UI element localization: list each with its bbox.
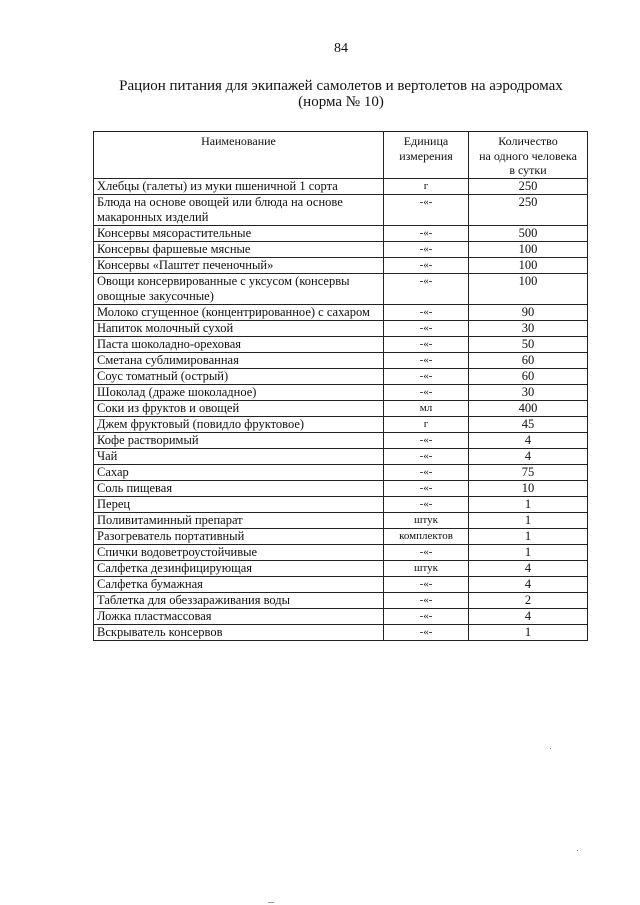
item-unit-cell: -«-: [384, 433, 469, 449]
item-quantity-cell: 100: [469, 258, 588, 274]
item-quantity-cell: 4: [469, 449, 588, 465]
item-unit-cell: -«-: [384, 385, 469, 401]
item-name-cell: Паста шоколадно-ореховая: [94, 337, 384, 353]
item-unit-cell: -«-: [384, 195, 469, 226]
item-quantity-cell: 4: [469, 561, 588, 577]
item-quantity-cell: 50: [469, 337, 588, 353]
table-row: [94, 609, 588, 625]
item-unit-cell: -«-: [384, 577, 469, 593]
item-unit-cell: -«-: [384, 242, 469, 258]
table-row: [94, 625, 588, 641]
header-unit-line-2: измерения: [399, 148, 453, 163]
item-unit-cell: -«-: [384, 337, 469, 353]
item-name-cell: Блюда на основе овощей или блюда на основе макаронных изделий: [94, 195, 384, 226]
item-unit-cell: -«-: [384, 593, 469, 609]
item-name-cell: Сахар: [94, 465, 384, 481]
item-quantity-cell: 250: [469, 195, 588, 226]
item-quantity-cell: 2: [469, 593, 588, 609]
table-row: [94, 561, 588, 577]
item-name-cell: Консервы мясорастительные: [94, 226, 384, 242]
item-quantity-cell: 400: [469, 401, 588, 417]
item-unit-cell: мл: [384, 401, 469, 417]
item-quantity-cell: 90: [469, 305, 588, 321]
ration-table: [93, 131, 588, 641]
table-row: [94, 321, 588, 337]
item-quantity-cell: 30: [469, 385, 588, 401]
scan-speck: [268, 902, 274, 903]
item-name-cell: Таблетка для обеззараживания воды: [94, 593, 384, 609]
item-quantity-cell: 1: [469, 545, 588, 561]
item-unit-cell: штук: [384, 561, 469, 577]
table-row: [94, 497, 588, 513]
item-unit-cell: -«-: [384, 321, 469, 337]
scan-speck: [577, 850, 578, 851]
item-name-cell: Соус томатный (острый): [94, 369, 384, 385]
item-name-cell: Соль пищевая: [94, 481, 384, 497]
item-name-cell: Сметана сублимированная: [94, 353, 384, 369]
item-name-cell: Консервы фаршевые мясные: [94, 242, 384, 258]
item-quantity-cell: 60: [469, 369, 588, 385]
table-row: [94, 481, 588, 497]
page-number: 84: [334, 41, 348, 56]
item-name-cell: Джем фруктовый (повидло фруктовое): [94, 417, 384, 433]
item-name-cell: Кофе растворимый: [94, 433, 384, 449]
title-line-2: (норма № 10): [298, 94, 384, 110]
item-unit-cell: г: [384, 417, 469, 433]
item-quantity-cell: 250: [469, 179, 588, 195]
table-row: [94, 433, 588, 449]
table-row: [94, 195, 588, 226]
header-unit: [384, 132, 469, 179]
item-unit-cell: -«-: [384, 497, 469, 513]
header-qty-line-2: на одного человека: [479, 148, 577, 163]
table-row: [94, 401, 588, 417]
item-quantity-cell: 45: [469, 417, 588, 433]
item-unit-cell: -«-: [384, 274, 469, 305]
item-name-cell: Чай: [94, 449, 384, 465]
header-name-label: Наименование: [201, 134, 276, 148]
table-row: [94, 369, 588, 385]
item-name-cell: Вскрыватель консервов: [94, 625, 384, 641]
table-row: [94, 529, 588, 545]
item-quantity-cell: 4: [469, 577, 588, 593]
item-name-cell: Соки из фруктов и овощей: [94, 401, 384, 417]
item-quantity-cell: 4: [469, 609, 588, 625]
item-quantity-cell: 1: [469, 529, 588, 545]
table-row: [94, 305, 588, 321]
item-quantity-cell: 1: [469, 497, 588, 513]
item-unit-cell: комплектов: [384, 529, 469, 545]
item-quantity-cell: 60: [469, 353, 588, 369]
item-quantity-cell: 1: [469, 513, 588, 529]
header-unit-line-1: Единица: [403, 134, 449, 148]
table-row: [94, 274, 588, 305]
item-name-cell: Салфетка дезинфицирующая: [94, 561, 384, 577]
item-name-cell: Хлебцы (галеты) из муки пшеничной 1 сорта: [94, 179, 384, 195]
item-unit-cell: -«-: [384, 226, 469, 242]
item-unit-cell: -«-: [384, 258, 469, 274]
item-unit-cell: -«-: [384, 481, 469, 497]
item-name-cell: Овощи консервированные с уксусом (консервы овощные закусочные): [94, 274, 384, 305]
item-name-cell: Разогреватель портативный: [94, 529, 384, 545]
item-name-cell: Салфетка бумажная: [94, 577, 384, 593]
item-quantity-cell: 100: [469, 274, 588, 305]
scan-speck: [550, 748, 551, 749]
item-unit-cell: -«-: [384, 609, 469, 625]
table-row: [94, 593, 588, 609]
item-quantity-cell: 75: [469, 465, 588, 481]
item-name-cell: Поливитаминный препарат: [94, 513, 384, 529]
table-row: [94, 337, 588, 353]
item-unit-cell: -«-: [384, 353, 469, 369]
item-unit-cell: -«-: [384, 465, 469, 481]
item-name-cell: Напиток молочный сухой: [94, 321, 384, 337]
item-name-cell: Молоко сгущенное (концентрированное) с сахаром: [94, 305, 384, 321]
item-unit-cell: -«-: [384, 305, 469, 321]
table-row: [94, 513, 588, 529]
item-quantity-cell: 1: [469, 625, 588, 641]
table-row: [94, 226, 588, 242]
table-row: [94, 449, 588, 465]
table-header-row: [94, 132, 588, 179]
item-quantity-cell: 4: [469, 433, 588, 449]
table-row: [94, 353, 588, 369]
item-quantity-cell: 10: [469, 481, 588, 497]
title-line-1: Рацион питания для экипажей самолетов и вертолетов на аэродромах: [119, 78, 563, 94]
table-row: [94, 385, 588, 401]
item-unit-cell: г: [384, 179, 469, 195]
item-name-cell: Ложка пластмассовая: [94, 609, 384, 625]
item-name-cell: Перец: [94, 497, 384, 513]
item-quantity-cell: 30: [469, 321, 588, 337]
item-name-cell: Спички водоветроустойчивые: [94, 545, 384, 561]
header-name: [94, 132, 384, 179]
table-row: [94, 417, 588, 433]
document-title: [0, 78, 640, 110]
table-row: [94, 179, 588, 195]
table-body: [94, 179, 588, 641]
item-unit-cell: -«-: [384, 449, 469, 465]
item-name-cell: Шоколад (драже шоколадное): [94, 385, 384, 401]
header-quantity: [469, 132, 588, 179]
item-unit-cell: -«-: [384, 545, 469, 561]
table-row: [94, 465, 588, 481]
table-row: [94, 577, 588, 593]
header-qty-line-3: в сутки: [509, 163, 547, 177]
item-quantity-cell: 500: [469, 226, 588, 242]
item-unit-cell: штук: [384, 513, 469, 529]
table-row: [94, 258, 588, 274]
table-row: [94, 242, 588, 258]
item-quantity-cell: 100: [469, 242, 588, 258]
item-unit-cell: -«-: [384, 625, 469, 641]
item-name-cell: Консервы «Паштет печеночный»: [94, 258, 384, 274]
table-row: [94, 545, 588, 561]
item-unit-cell: -«-: [384, 369, 469, 385]
header-qty-line-1: Количество: [498, 134, 558, 148]
